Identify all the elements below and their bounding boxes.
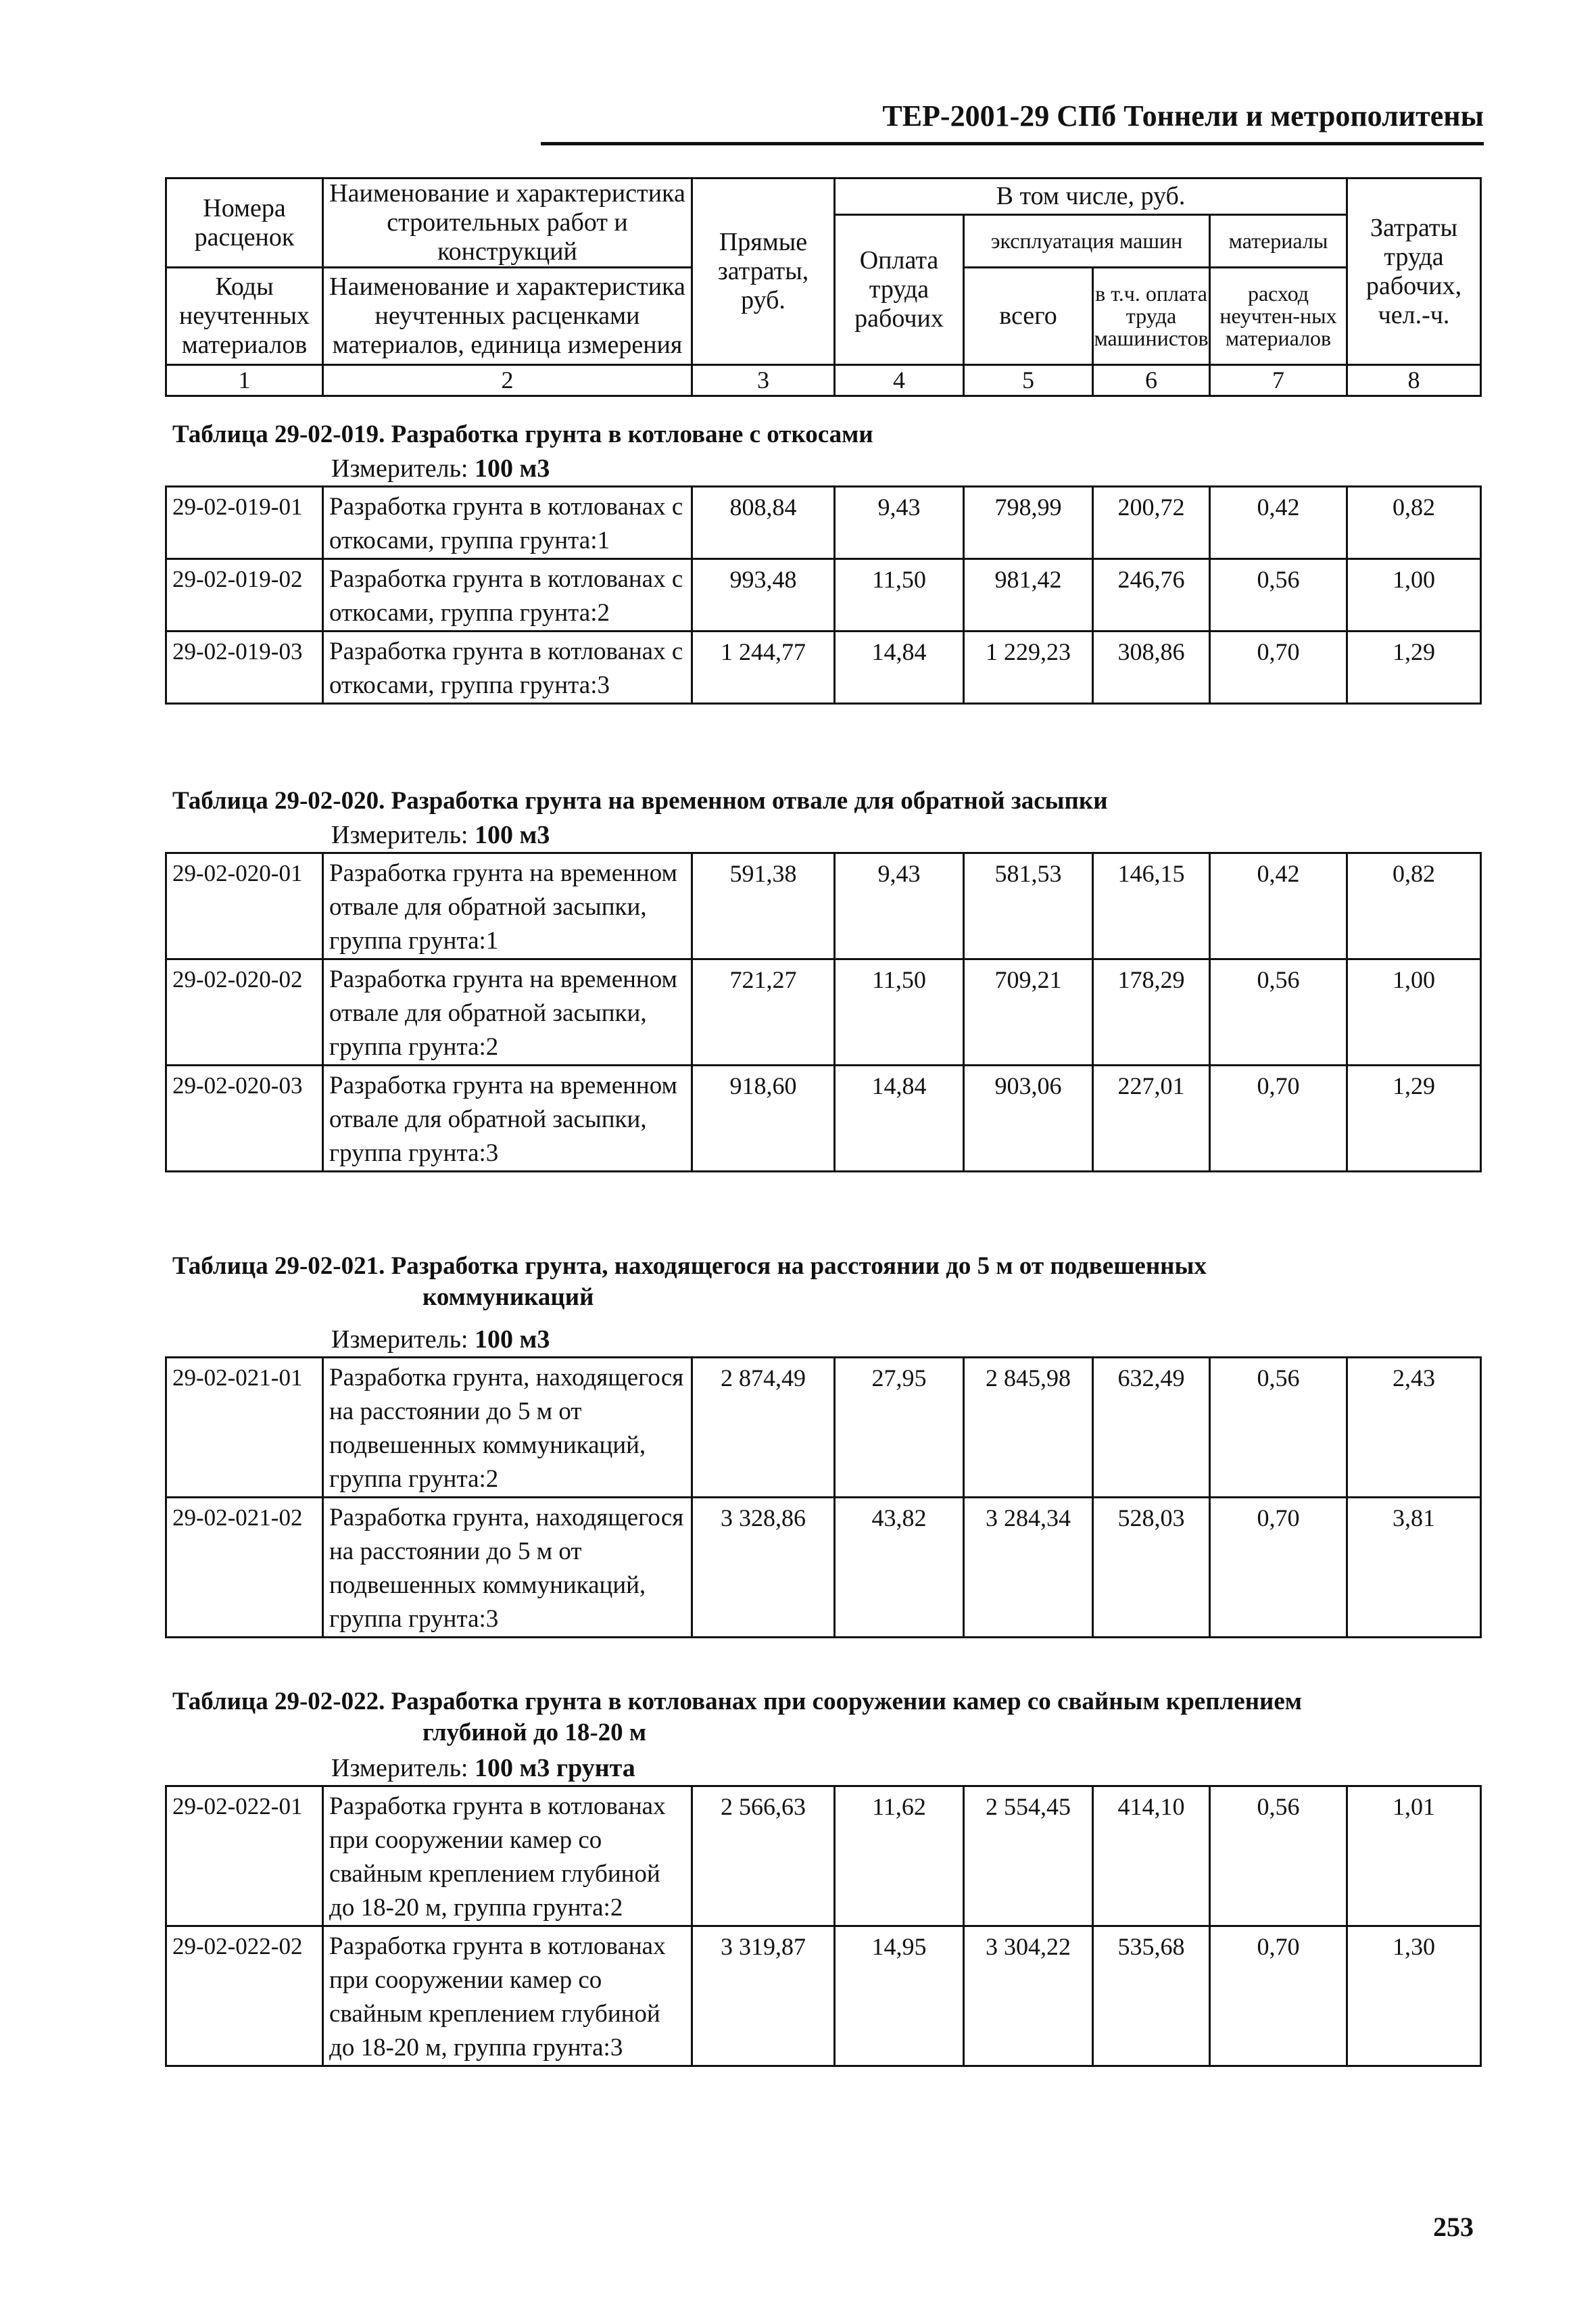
col-materials: материалы: [1210, 215, 1347, 268]
rate-name: Разработка грунта в котлованах с откосами, группа грунта:3: [323, 632, 692, 704]
col-number: 8: [1347, 365, 1481, 396]
table-title: [172, 1251, 1457, 1313]
rate-code: 29-02-021-01: [166, 1358, 323, 1498]
labor-cost: 11,50: [835, 559, 964, 632]
operators-labor-cost: 146,15: [1093, 853, 1210, 959]
materials-cost: 0,70: [1210, 1498, 1347, 1638]
col-machines: эксплуатация машин: [964, 215, 1210, 268]
col-number: 2: [323, 365, 692, 396]
col-number: 1: [166, 365, 323, 396]
rate-name: Разработка грунта в котлованах с откосами, группа грунта:1: [323, 487, 692, 559]
direct-cost: 721,27: [692, 959, 835, 1066]
table-row: [166, 1358, 1481, 1498]
rates-table: [165, 852, 1482, 1172]
table-row: [166, 853, 1481, 959]
labor-cost: 14,84: [835, 1066, 964, 1172]
rate-code: 29-02-020-03: [166, 1066, 323, 1172]
direct-cost: 3 328,86: [692, 1498, 835, 1638]
machines-cost: 3 284,34: [964, 1498, 1093, 1638]
rate-name: Разработка грунта на временном отвале для обратной засыпки, группа грунта:2: [323, 959, 692, 1066]
labor-hours: 1,00: [1347, 959, 1481, 1066]
materials-cost: 0,56: [1210, 1786, 1347, 1926]
operators-labor-cost: 178,29: [1093, 959, 1210, 1066]
labor-hours: 1,29: [1347, 1066, 1481, 1172]
direct-cost: 1 244,77: [692, 632, 835, 704]
machines-cost: 981,42: [964, 559, 1093, 632]
unit-label: Измеритель:: [331, 1754, 468, 1782]
labor-cost: 43,82: [835, 1498, 964, 1638]
col-codes-top: Номера расценок: [166, 178, 323, 268]
table-title: [172, 1686, 1457, 1748]
unit-value: 100 м3: [475, 454, 550, 483]
col-labor: Оплата труда рабочих: [835, 215, 964, 365]
col-labor-hours: Затраты труда рабочих, чел.-ч.: [1347, 178, 1481, 365]
col-number: 5: [964, 365, 1093, 396]
col-materials-sub: расход неучтен-ных материалов: [1210, 268, 1347, 365]
materials-cost: 0,70: [1210, 1066, 1347, 1172]
rate-code: 29-02-021-02: [166, 1498, 323, 1638]
materials-cost: 0,42: [1210, 853, 1347, 959]
materials-cost: 0,42: [1210, 487, 1347, 559]
labor-cost: 11,50: [835, 959, 964, 1066]
table-row: [166, 1786, 1481, 1926]
table-title-line: Таблица 29-02-022. Разработка грунта в котлованах при сооружении камер со свайным креплением: [172, 1688, 1302, 1715]
direct-cost: 2 874,49: [692, 1358, 835, 1498]
col-number: 6: [1093, 365, 1210, 396]
rate-name: Разработка грунта на временном отвале для обратной засыпки, группа грунта:1: [323, 853, 692, 959]
labor-cost: 14,95: [835, 1926, 964, 2066]
table-title: Таблица 29-02-020. Разработка грунта на временном отвале для обратной засыпки: [172, 787, 1108, 815]
rate-code: 29-02-020-02: [166, 959, 323, 1066]
col-number: 4: [835, 365, 964, 396]
direct-cost: 591,38: [692, 853, 835, 959]
machines-cost: 2 554,45: [964, 1786, 1093, 1926]
rate-name: Разработка грунта, находящегося на расстоянии до 5 м от подвешенных коммуникаций, группа грунта:2: [323, 1358, 692, 1498]
rate-code: 29-02-019-03: [166, 632, 323, 704]
labor-hours: 1,01: [1347, 1786, 1481, 1926]
labor-hours: 0,82: [1347, 487, 1481, 559]
rates-table: [165, 1785, 1482, 2067]
machines-cost: 1 229,23: [964, 632, 1093, 704]
table-title-cont: глубиной до 18-20 м: [422, 1719, 647, 1746]
table-title-cont: коммуникаций: [422, 1283, 594, 1311]
table-row: [166, 1066, 1481, 1172]
operators-labor-cost: 528,03: [1093, 1498, 1210, 1638]
operators-labor-cost: 535,68: [1093, 1926, 1210, 2066]
rate-name: Разработка грунта в котлованах при сооружении камер со свайным креплением глубиной до 18-20 м, группа грунта:2: [323, 1786, 692, 1926]
machines-cost: 3 304,22: [964, 1926, 1093, 2066]
col-incl: В том числе, руб.: [835, 178, 1347, 215]
machines-cost: 798,99: [964, 487, 1093, 559]
running-title: ТЕР-2001-29 СПб Тоннели и метрополитены: [541, 95, 1484, 145]
unit-line: [331, 453, 550, 484]
unit-label: Измеритель:: [331, 454, 468, 483]
operators-labor-cost: 308,86: [1093, 632, 1210, 704]
operators-labor-cost: 414,10: [1093, 1786, 1210, 1926]
labor-hours: 0,82: [1347, 853, 1481, 959]
direct-cost: 3 319,87: [692, 1926, 835, 2066]
labor-cost: 9,43: [835, 487, 964, 559]
col-codes-bottom: Коды неучтенных материалов: [166, 268, 323, 365]
materials-cost: 0,56: [1210, 959, 1347, 1066]
rate-name: Разработка грунта в котлованах при сооружении камер со свайным креплением глубиной до 18-20 м, группа грунта:3: [323, 1926, 692, 2066]
machines-cost: 709,21: [964, 959, 1093, 1066]
table-row: [166, 1498, 1481, 1638]
machines-cost: 581,53: [964, 853, 1093, 959]
rate-code: 29-02-022-02: [166, 1926, 323, 2066]
unit-line: [331, 1324, 550, 1355]
labor-cost: 11,62: [835, 1786, 964, 1926]
unit-label: Измеритель:: [331, 1325, 468, 1354]
machines-cost: 903,06: [964, 1066, 1093, 1172]
table-title: Таблица 29-02-019. Разработка грунта в котловане с откосами: [172, 421, 873, 448]
machines-cost: 2 845,98: [964, 1358, 1093, 1498]
table-row: [166, 487, 1481, 559]
table-row: [166, 632, 1481, 704]
unit-line: [331, 819, 550, 851]
materials-cost: 0,56: [1210, 1358, 1347, 1498]
table-row: [166, 959, 1481, 1066]
direct-cost: 993,48: [692, 559, 835, 632]
rate-code: 29-02-019-01: [166, 487, 323, 559]
rate-name: Разработка грунта на временном отвале для обратной засыпки, группа грунта:3: [323, 1066, 692, 1172]
materials-cost: 0,70: [1210, 1926, 1347, 2066]
labor-hours: 1,30: [1347, 1926, 1481, 2066]
unit-value: 100 м3: [475, 821, 550, 849]
page-number: 253: [1433, 2212, 1474, 2242]
labor-hours: 2,43: [1347, 1358, 1481, 1498]
col-name-top: Наименование и характеристика строительных работ и конструкций: [323, 178, 692, 268]
rates-table: [165, 1356, 1482, 1638]
unit-value: 100 м3 грунта: [475, 1754, 635, 1782]
table-row: [166, 559, 1481, 632]
col-machines-total: всего: [964, 268, 1093, 365]
operators-labor-cost: 246,76: [1093, 559, 1210, 632]
rate-name: Разработка грунта, находящегося на расстоянии до 5 м от подвешенных коммуникаций, группа грунта:3: [323, 1498, 692, 1638]
operators-labor-cost: 227,01: [1093, 1066, 1210, 1172]
unit-label: Измеритель:: [331, 821, 468, 849]
direct-cost: 2 566,63: [692, 1786, 835, 1926]
col-direct: Прямые затраты, руб.: [692, 178, 835, 365]
direct-cost: 918,60: [692, 1066, 835, 1172]
rate-code: 29-02-020-01: [166, 853, 323, 959]
direct-cost: 808,84: [692, 487, 835, 559]
materials-cost: 0,70: [1210, 632, 1347, 704]
labor-cost: 9,43: [835, 853, 964, 959]
labor-cost: 27,95: [835, 1358, 964, 1498]
labor-cost: 14,84: [835, 632, 964, 704]
column-header-table: [165, 177, 1482, 397]
operators-labor-cost: 200,72: [1093, 487, 1210, 559]
table-title-line: Таблица 29-02-021. Разработка грунта, находящегося на расстоянии до 5 м от подвешенных: [172, 1252, 1207, 1280]
col-name-bottom: Наименование и характеристика неучтенных расценками материалов, единица измерения: [323, 268, 692, 365]
labor-hours: 1,00: [1347, 559, 1481, 632]
labor-hours: 1,29: [1347, 632, 1481, 704]
materials-cost: 0,56: [1210, 559, 1347, 632]
unit-value: 100 м3: [475, 1325, 550, 1354]
col-machines-labor: в т.ч. оплата труда машинистов: [1093, 268, 1210, 365]
operators-labor-cost: 632,49: [1093, 1358, 1210, 1498]
rate-code: 29-02-022-01: [166, 1786, 323, 1926]
rates-table: [165, 485, 1482, 705]
rate-code: 29-02-019-02: [166, 559, 323, 632]
col-number: 7: [1210, 365, 1347, 396]
rate-name: Разработка грунта в котлованах с откосами, группа грунта:2: [323, 559, 692, 632]
col-number: 3: [692, 365, 835, 396]
table-row: [166, 1926, 1481, 2066]
unit-line: [331, 1753, 635, 1784]
labor-hours: 3,81: [1347, 1498, 1481, 1638]
